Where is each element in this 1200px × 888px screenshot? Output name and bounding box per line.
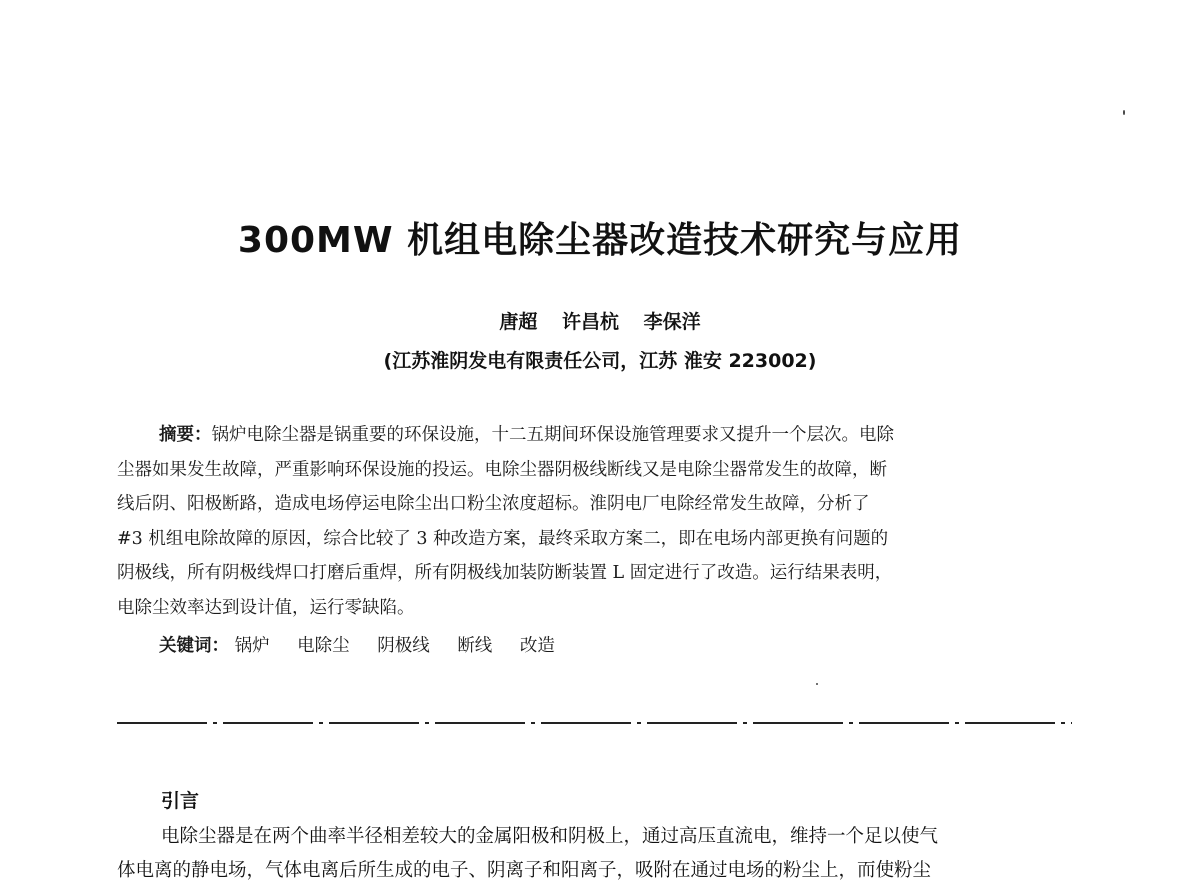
keyword: 锅炉: [234, 636, 270, 656]
abstract-label: 摘要：: [159, 425, 212, 445]
section-heading: 引言: [161, 790, 200, 812]
author-affiliation: (江苏淮阴发电有限责任公司，江苏 淮安 223002): [383, 350, 817, 372]
body-line: 电除尘器是在两个曲率半径相差较大的金属阳极和阴极上，通过高压直流电，维持一个足以使气: [161, 826, 939, 847]
keyword: 断线: [457, 636, 493, 656]
body-line: 体电离的静电场，气体电离后所生成的电子、阴离子和阳离子，吸附在通过电场的粉尘上，而使粉尘: [117, 860, 932, 881]
abstract-line: 阴极线，所有阴极线焊口打磨后重焊，所有阴极线加装防断装置 L 固定进行了改造。运行结果表明，: [117, 563, 893, 583]
abstract-text: 锅炉电除尘器是锅重要的环保设施，十二五期间环保设施管理要求又提升一个层次。电除: [211, 425, 894, 445]
scan-speck: [1123, 110, 1125, 115]
abstract-line: 电除尘效率达到设计值，运行零缺陷。: [117, 597, 415, 618]
abstract: [117, 418, 1072, 625]
paper-title: 300MW 机组电除尘器改造技术研究与应用: [237, 220, 963, 261]
keyword: 阴极线: [377, 636, 430, 656]
section-body: [117, 820, 1072, 888]
keywords: [159, 629, 577, 663]
section-divider: [117, 722, 1072, 724]
keyword: 改造: [519, 636, 555, 656]
keyword: 电除尘: [297, 636, 350, 656]
author-list: 唐超 许昌杭 李保洋: [499, 311, 701, 333]
abstract-line: 尘器如果发生故障，严重影响环保设施的投运。电除尘器阴极线断线又是电除尘器常发生的故障，断: [117, 459, 887, 480]
abstract-line: #3 机组电除故障的原因，综合比较了 3 种改造方案，最终采取方案二，即在电场内部更换有问题的: [117, 528, 889, 549]
keywords-label: 关键词：: [159, 636, 229, 656]
abstract-line: 线后阴、阳极断路，造成电场停运电除尘出口粉尘浓度超标。淮阴电厂电除经常发生故障，分析了: [117, 494, 870, 514]
scan-speck: [816, 683, 818, 685]
abstract-line: [117, 418, 1072, 453]
